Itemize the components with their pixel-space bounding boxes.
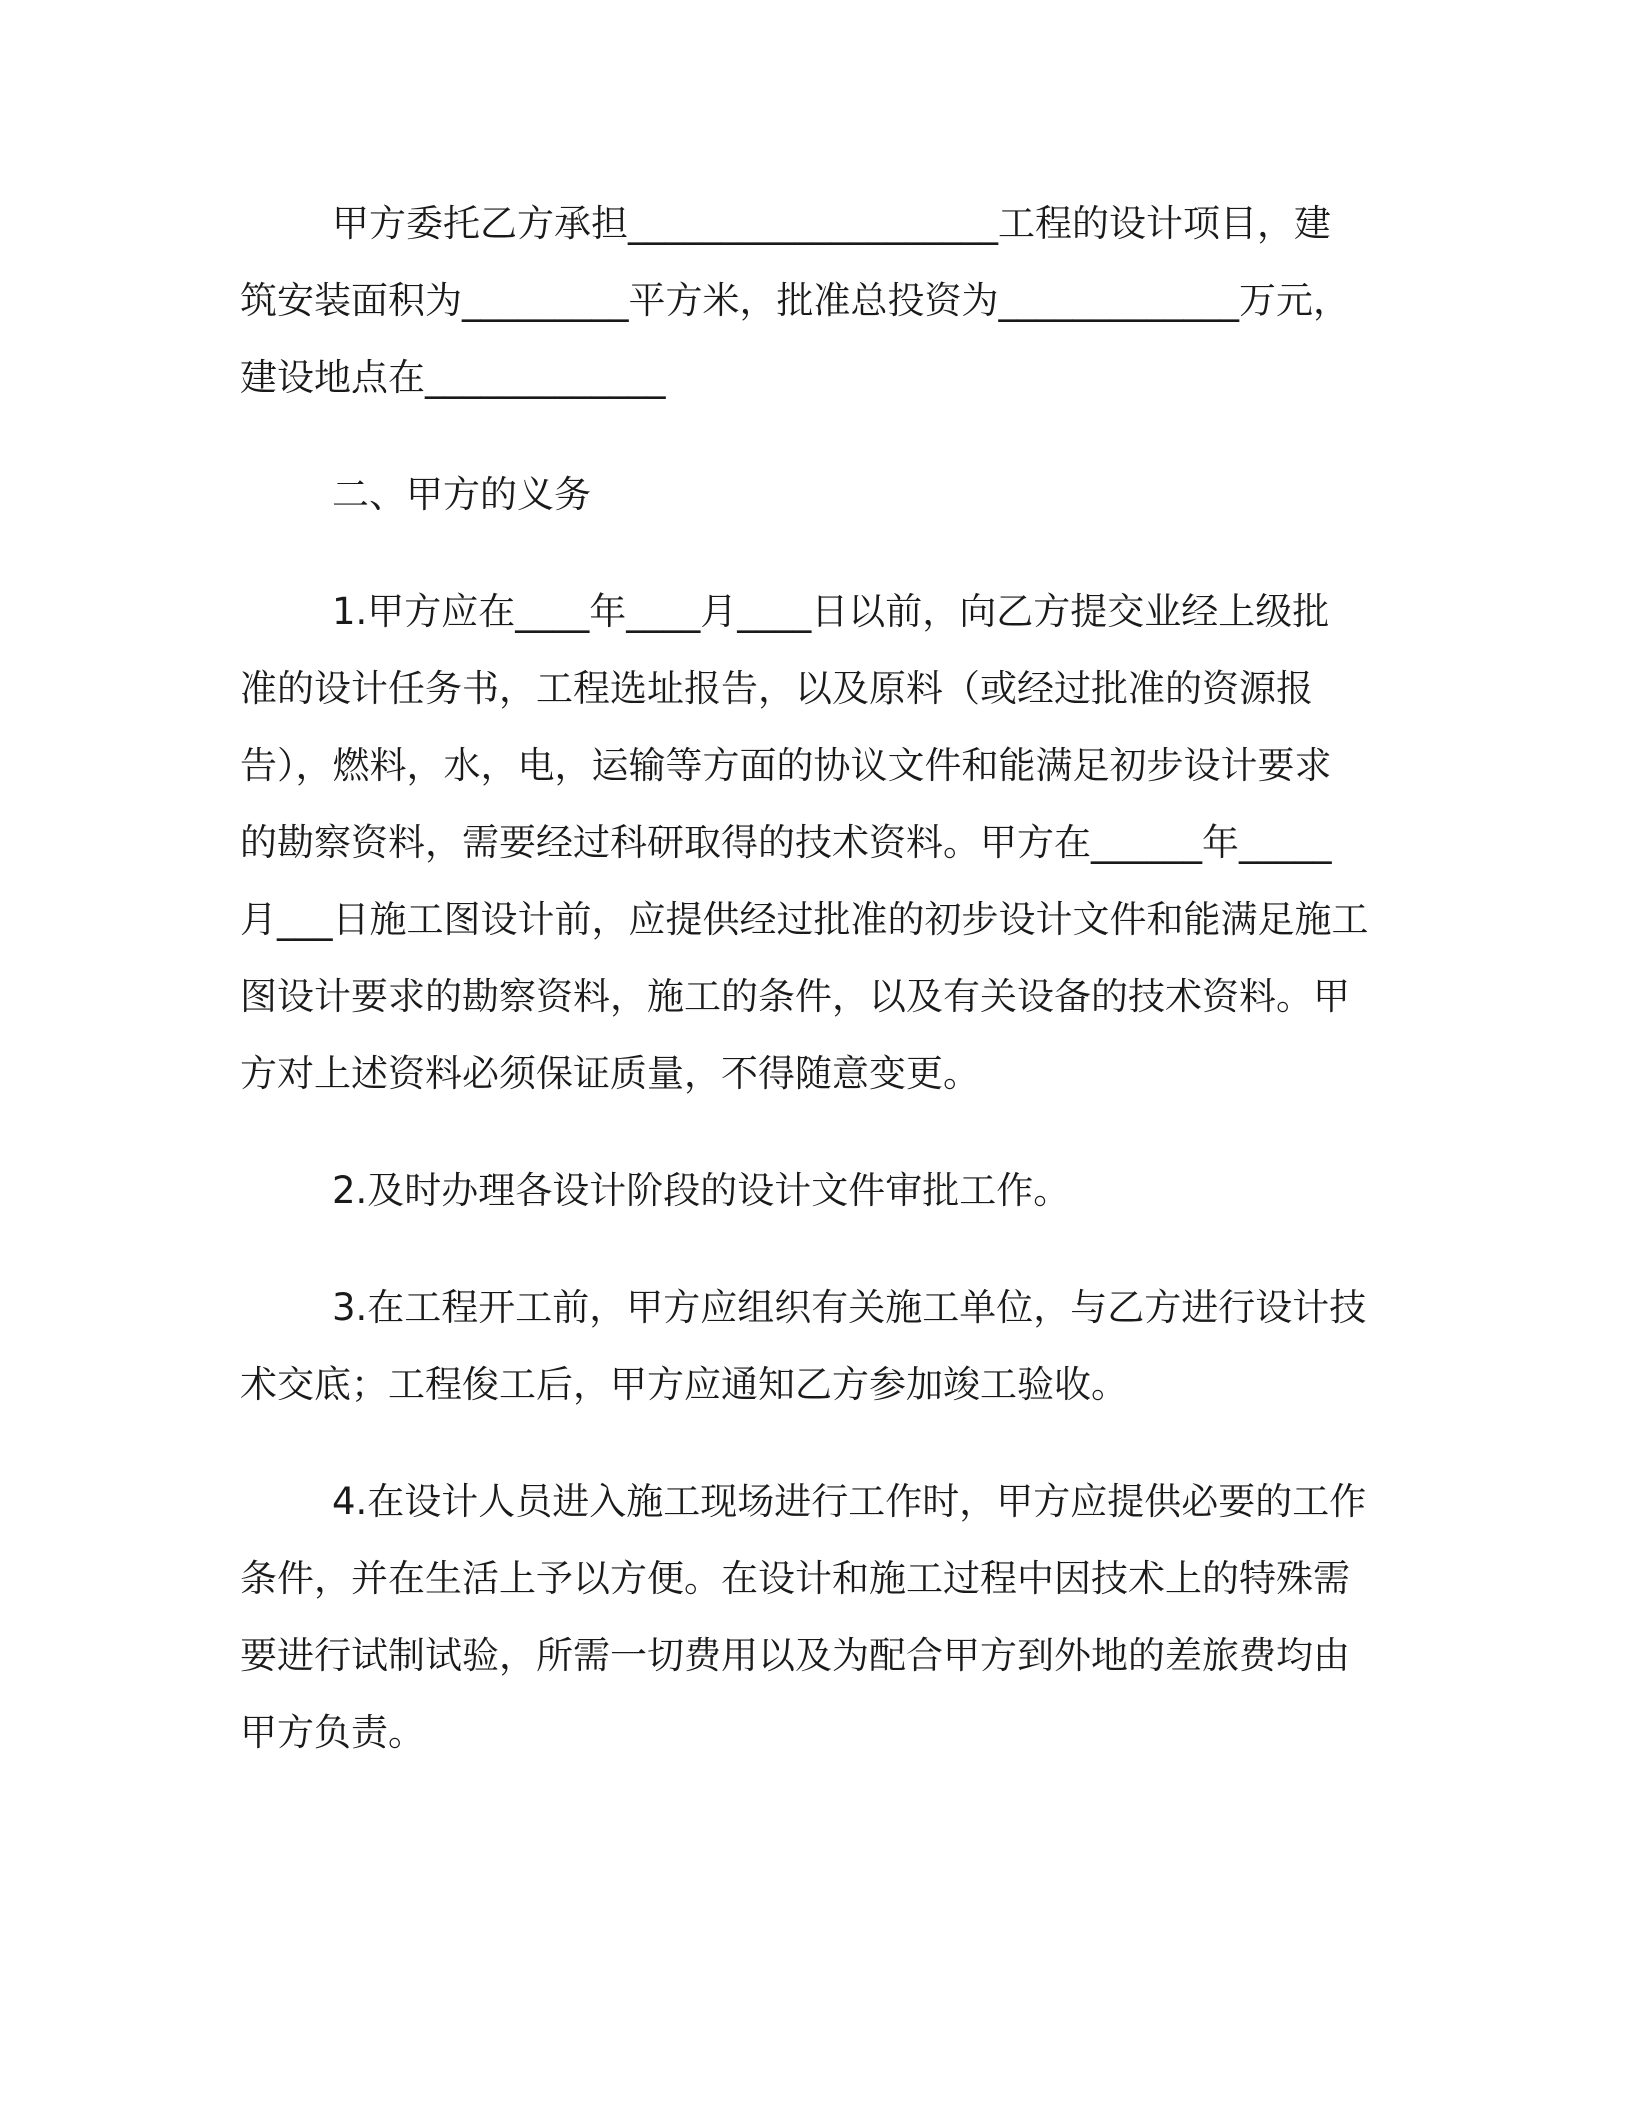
- paragraph-clause-4: [240, 1463, 1392, 1771]
- text-line: 3.在工程开工前，甲方应组织有关施工单位，与乙方进行设计技: [332, 1286, 1367, 1329]
- text-line: 4.在设计人员进入施工现场进行工作时，甲方应提供必要的工作: [332, 1480, 1367, 1523]
- text-line: 图设计要求的勘察资料，施工的条件，以及有关设备的技术资料。甲: [240, 975, 1350, 1018]
- text-line: 术交底；工程俊工后，甲方应通知乙方参加竣工验收。: [240, 1363, 1128, 1406]
- paragraph-clause-1: [240, 573, 1392, 1112]
- text-line: 月___日施工图设计前，应提供经过批准的初步设计文件和能满足施工: [240, 898, 1369, 941]
- text-line: 告），燃料，水，电，运输等方面的协议文件和能满足初步设计要求: [240, 744, 1332, 787]
- section-heading: [240, 456, 1392, 533]
- text-line: 1.甲方应在____年____月____日以前，向乙方提交业经上级批: [332, 590, 1330, 633]
- paragraph-clause-2: [240, 1152, 1392, 1229]
- paragraph-clause-3: [240, 1269, 1392, 1423]
- text-line: 甲方负责。: [240, 1711, 425, 1754]
- text-line: 方对上述资料必须保证质量，不得随意变更。: [240, 1052, 980, 1095]
- text-line: 建设地点在_____________: [240, 356, 666, 399]
- text-line: 2.及时办理各设计阶段的设计文件审批工作。: [332, 1169, 1071, 1212]
- document-body: [240, 185, 1392, 1771]
- text-line: 准的设计任务书，工程选址报告，以及原料（或经过批准的资源报: [240, 667, 1313, 710]
- text-line: 的勘察资料，需要经过科研取得的技术资料。甲方在______年_____: [240, 821, 1332, 864]
- text-line: 要进行试制试验，所需一切费用以及为配合甲方到外地的差旅费均由: [240, 1634, 1350, 1677]
- text-line: 条件，并在生活上予以方便。在设计和施工过程中因技术上的特殊需: [240, 1557, 1350, 1600]
- text-line: 甲方委托乙方承担____________________工程的设计项目，建: [332, 202, 1331, 245]
- text-line: 筑安装面积为_________平方米，批准总投资为_____________万元，: [240, 279, 1350, 322]
- paragraph-project-info: [240, 185, 1392, 416]
- heading-text: 二、甲方的义务: [332, 473, 591, 516]
